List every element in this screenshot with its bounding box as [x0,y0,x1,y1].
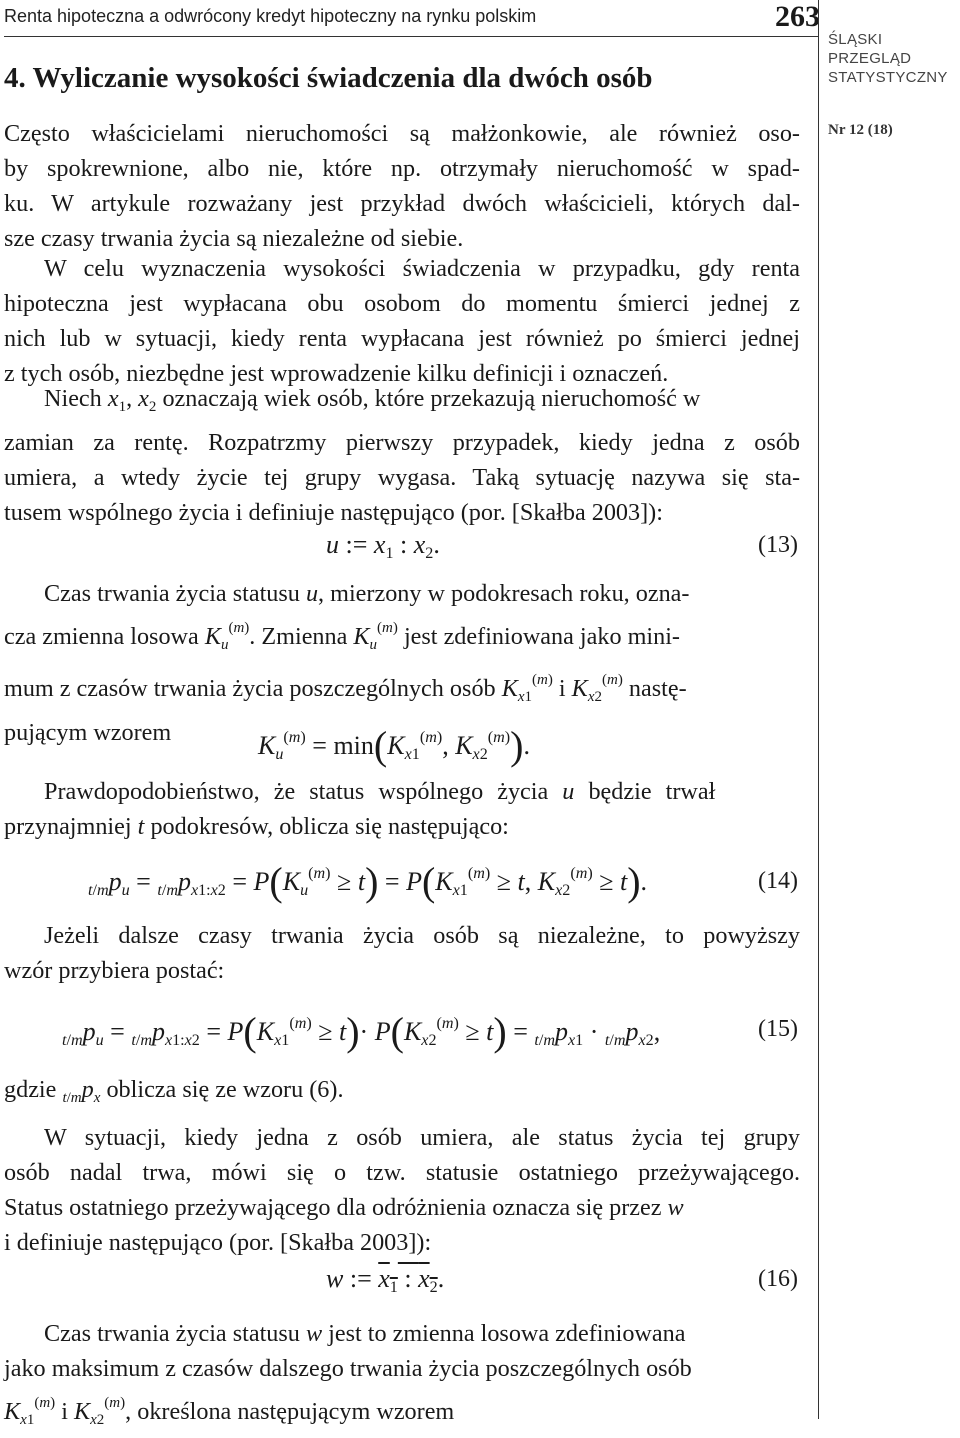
running-title: Renta hipoteczna a odwrócony kredyt hipoteczny na rynku polskim [4,6,537,26]
page-number: 263 [775,0,820,33]
text-run: . Zmienna [249,623,348,650]
text-line: $K_{x1}^{(m)}$ i $K_{x2}^{(m)}$, określona następującym wzorem [4,1395,455,1428]
text-run: podokresów, oblicza się następująco: [150,813,509,840]
section-title: 4. Wyliczanie wysokości świadczenia dla dwóch osób [4,62,653,94]
paragraph-6 [4,918,800,988]
journal-line-3: STATYSTYCZNY [828,69,948,86]
text-line: cza zmienna losowa $K_u^{(m)}$. Zmienna $K_u^{(m)}$ jest zdefiniowana jako mini- [4,620,680,653]
journal-name [828,30,948,87]
text-line: gdzie $_{t/m}p_x$ oblicza się ze wzoru (6). [4,1076,344,1106]
text-line: przynajmniej t podokresów, oblicza się następująco: [4,813,509,840]
equation-16: w := $x_1$ : $x_2$. [326,1264,445,1296]
text-line: ku. W artykule rozważany jest przykład dwóch właścicieli, których dal- [4,190,800,217]
text-line: Czas trwania życia statusu u, mierzony w podokresach roku, ozna- [44,580,690,607]
text-line: W celu wyznaczenia wysokości świadczenia w przypadku, gdy renta [44,255,800,282]
text-line: mum z czasów trwania życia poszczególnych osób $K_{x1}^{(m)}$ i $K_{x2}^{(m)}$ nastę- [4,672,687,705]
paragraph-7 [4,1072,800,1116]
paragraph-3 [4,381,800,530]
paragraph-5 [4,774,800,844]
text-run: Prawdopodobieństwo, że status wspólnego życia [44,778,549,805]
text-line: Czas trwania życia statusu w jest to zmienna losowa zdefiniowana [44,1320,686,1347]
paragraph-9 [4,1316,800,1438]
paragraph-2 [4,251,800,391]
text-line: by spokrewnione, albo nie, które np. otrzymały nieruchomość w spad- [4,155,800,182]
equation-15-label: (15) [758,1016,798,1042]
text-line: Często właścicielami nieruchomości są małżonkowie, ale również oso- [4,120,800,147]
text-run: i [558,675,566,702]
equation-15: $_{t/m}p_u = _{t/m}p_{x1:x2} = P(K_{x1}^{(m)} \ge t)\cdot P(K_{x2}^{(m)} \ge t) = _{t/m}p_{x1} \cdot _{t/m}p_{x2}$, [62,1009,661,1054]
text-line: Status ostatniego przeżywającego dla odróżnienia oznacza się przez w [4,1194,684,1221]
text-line: Niech $x_1$, $x_2$ oznaczają wiek osób, które przekazują nieruchomość w [44,385,701,415]
text-line: Prawdopodobieństwo, że status wspólnego życia u będzie trwał [44,778,716,805]
text-run: cza zmienna losowa [4,623,199,650]
text-line: i definiuje następująco (por. [Skałba 2003]): [4,1229,432,1256]
equation-13: u := $x_1$ : $x_2$. [326,530,440,562]
text-run: Status ostatniego przeżywającego dla odróżnienia oznacza się przez [4,1194,662,1221]
text-line: sze czasy trwania życia są niezależne od siebie. [4,225,464,252]
text-line: hipoteczna jest wypłacana obu osobom do momentu śmierci jednej z [4,290,800,317]
paragraph-8 [4,1120,800,1260]
text-run: jest zdefiniowana jako mini- [403,623,680,650]
text-line: nich lub w sytuacji, kiedy renta wypłacana jest również po śmierci jednej [4,325,800,352]
text-run: Niech [44,385,102,412]
text-run: gdzie [4,1076,57,1103]
text-run: , określona następującym wzorem [125,1398,455,1425]
margin-rule [818,0,819,1419]
equation-13-label: (13) [758,532,798,558]
equation-min: $K_u^{(m)} = \min(K_{x1}^{(m)}$, $K_{x2}^{(m)}$). [258,723,530,768]
text-run: , mierzony w podokresach roku, ozna- [318,580,690,607]
text-line: W sytuacji, kiedy jedna z osób umiera, ale status życia tej grupy [44,1124,800,1151]
issue-number: Nr 12 (18) [828,122,893,138]
text-line: tusem wspólnego życia i definiuje następująco (por. [Skałba 2003]): [4,499,663,526]
equation-14: $_{t/m}p_u = _{t/m}p_{x1:x2} = P(K_u^{(m)} \ge t) = P(K_{x1}^{(m)} \ge t$, $K_{x2}^{(m)} \ge t$). [88,859,648,904]
text-run: Czas trwania życia statusu [44,1320,300,1347]
text-run: przynajmniej [4,813,132,840]
text-run: nastę- [628,675,687,702]
text-run: i [61,1398,68,1425]
text-line: osób nadal trwa, mówi się o tzw. statusie ostatniego przeżywającego. [4,1159,800,1186]
text-line: z tych osób, niezbędne jest wprowadzenie kilku definicji i oznaczeń. [4,360,669,387]
header-rule [4,36,818,37]
equation-16-label: (16) [758,1266,798,1292]
text-run: mum z czasów trwania życia poszczególnych osób [4,675,496,702]
text-line: wzór przybiera postać: [4,957,225,984]
journal-line-2: PRZEGLĄD [828,50,912,67]
text-run: jest to zmienna losowa zdefiniowana [328,1320,686,1347]
equation-14-label: (14) [758,868,798,894]
text-line: zamian za rentę. Rozpatrzmy pierwszy przypadek, kiedy jedna z osób [4,429,800,456]
text-run: będzie trwał [588,778,716,805]
text-line: jako maksimum z czasów dalszego trwania życia poszczególnych osób [4,1355,692,1382]
text-line: Jeżeli dalsze czasy trwania życia osób są niezależne, to powyższy [44,922,800,949]
paragraph-1 [4,116,800,256]
text-run: oznaczają wiek osób, które przekazują nieruchomość w [162,385,701,412]
text-run: oblicza się ze wzoru (6). [106,1076,344,1103]
text-run: Czas trwania życia statusu [44,580,300,607]
text-line: pującym wzorem [4,719,172,746]
journal-line-1: ŚLĄSKI [828,31,883,48]
text-line: umiera, a wtedy życie tej grupy wygasa. Taką sytuację nazywa się sta- [4,464,800,491]
